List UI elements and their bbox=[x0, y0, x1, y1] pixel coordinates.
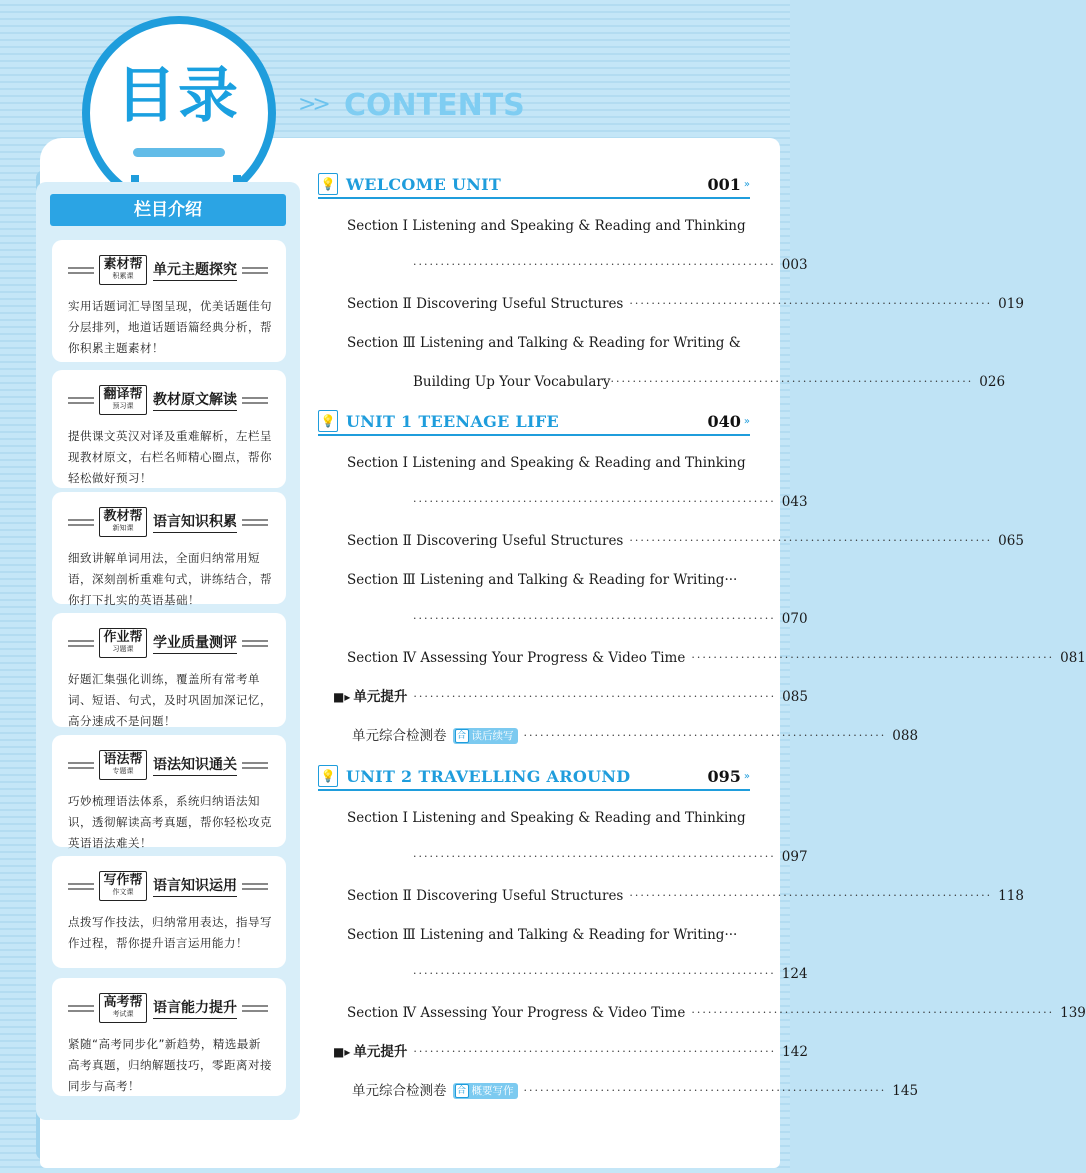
card-tag-sub: 积累课 bbox=[112, 272, 134, 280]
unit-page: 095 bbox=[707, 766, 741, 786]
dot-leader: ·································································· bbox=[413, 967, 776, 980]
card-title: 语言知识积累 bbox=[153, 511, 237, 533]
page-number: 124 bbox=[781, 966, 808, 982]
dot-leader: ·································································· bbox=[629, 889, 993, 902]
dot-leader: ·································································· bbox=[413, 258, 776, 271]
toc-entry-unit-lift[interactable] bbox=[333, 687, 808, 707]
card-title: 语法知识通关 bbox=[153, 754, 237, 776]
toc-entry[interactable] bbox=[347, 648, 1086, 668]
page-number: 043 bbox=[781, 494, 808, 510]
card-tag-label: 语法帮 bbox=[103, 752, 143, 767]
unit-header-unit2[interactable] bbox=[318, 763, 750, 791]
toc-entry-continuation[interactable] bbox=[413, 847, 808, 867]
card-tag bbox=[99, 385, 147, 415]
card-description: 细致讲解单词用法，全面归纳常用短语，深刻剖析重难句式，讲练结合，帮你打下扎实的英语基础！ bbox=[68, 551, 272, 607]
card-title: 学业质量测评 bbox=[153, 632, 237, 654]
card-tag bbox=[99, 871, 147, 901]
toc-entry[interactable] bbox=[347, 531, 1024, 551]
dot-leader: ·································································· bbox=[523, 729, 887, 742]
double-arrow-icon: » bbox=[743, 178, 750, 190]
divider bbox=[68, 883, 94, 890]
unit-header-unit1[interactable] bbox=[318, 408, 750, 436]
toc-entry-continuation[interactable] bbox=[413, 492, 808, 512]
card-title: 语言知识运用 bbox=[153, 875, 237, 897]
card-description: 好题汇集强化训练，覆盖所有常考单词、短语、句式，及时巩固加深记忆，高分速成不是问题！ bbox=[68, 672, 272, 728]
card-tag-sub: 考试课 bbox=[112, 1010, 134, 1018]
card-tag bbox=[99, 993, 147, 1023]
dot-leader: ·································································· bbox=[610, 375, 974, 388]
dot-leader: ·································································· bbox=[629, 297, 993, 310]
unit-page: 040 bbox=[707, 411, 741, 431]
toc-entry[interactable] bbox=[347, 570, 738, 590]
dot-leader: ·································································· bbox=[413, 612, 776, 625]
card-header bbox=[68, 868, 272, 904]
card-description: 提供课文英汉对译及重难解析，左栏呈现教材原文，右栏名师精心圈点，帮你轻松做好预习！ bbox=[68, 429, 272, 485]
card-tag-label: 写作帮 bbox=[103, 873, 143, 888]
toc-entry-unit-lift[interactable] bbox=[333, 1042, 808, 1062]
section-title: Section Ⅲ Listening and Talking & Reading for Writing bbox=[347, 572, 725, 588]
card-tag-label: 高考帮 bbox=[103, 995, 143, 1010]
unit-title: UNIT 2 TRAVELLING AROUND bbox=[346, 766, 631, 786]
card-header bbox=[68, 747, 272, 783]
toc-entry[interactable] bbox=[347, 453, 746, 473]
page-number: 085 bbox=[782, 689, 808, 705]
section-title: Section Ⅲ Listening and Talking & Reading for Writing & bbox=[347, 335, 741, 351]
feature-card bbox=[52, 613, 286, 727]
card-tag bbox=[99, 628, 147, 658]
divider bbox=[68, 762, 94, 769]
section-title: 单元提升 bbox=[353, 1044, 408, 1060]
toc-entry[interactable] bbox=[347, 808, 746, 828]
page-number: 145 bbox=[892, 1083, 919, 1099]
section-title: Section Ⅱ Discovering Useful Structures bbox=[347, 296, 624, 312]
card-header bbox=[68, 504, 272, 540]
card-tag-sub: 预习课 bbox=[112, 402, 134, 410]
divider bbox=[242, 640, 268, 647]
unit-title: UNIT 1 TEENAGE LIFE bbox=[346, 411, 559, 431]
lightbulb-base bbox=[133, 148, 225, 157]
page-number: 118 bbox=[998, 888, 1024, 904]
dot-leader: ·································································· bbox=[629, 534, 993, 547]
card-tag-label: 作业帮 bbox=[103, 630, 143, 645]
unit-header-welcome[interactable] bbox=[318, 171, 750, 199]
toc-entry-unit-test[interactable] bbox=[352, 1081, 919, 1101]
toc-entry[interactable] bbox=[347, 925, 738, 945]
dot-leader: ·································································· bbox=[691, 651, 1055, 664]
feature-card bbox=[52, 856, 286, 968]
card-tag bbox=[99, 255, 147, 285]
section-title: Section Ⅰ Listening and Speaking & Reading and Thinking bbox=[347, 455, 746, 471]
card-header bbox=[68, 252, 272, 288]
page-number: 070 bbox=[781, 611, 808, 627]
topic-chip bbox=[453, 1083, 518, 1099]
toc-entry-continuation[interactable] bbox=[413, 964, 808, 984]
dot-leader: ·································································· bbox=[413, 850, 776, 863]
chip-label: 概要写作 bbox=[471, 1085, 514, 1097]
divider bbox=[68, 397, 94, 404]
lightbulb-icon: 💡 bbox=[318, 765, 338, 787]
double-chevron-icon: >> bbox=[298, 92, 327, 117]
dot-leader: ··· bbox=[724, 927, 738, 943]
section-title: Section Ⅱ Discovering Useful Structures bbox=[347, 533, 624, 549]
double-arrow-icon: » bbox=[743, 770, 750, 782]
toc-entry[interactable] bbox=[347, 333, 741, 353]
dot-leader: ·································································· bbox=[413, 1045, 777, 1058]
section-title: Section Ⅳ Assessing Your Progress & Video Time bbox=[347, 650, 686, 666]
divider bbox=[242, 883, 268, 890]
card-title: 语言能力提升 bbox=[153, 997, 237, 1019]
card-description: 实用话题词汇导图呈现，优美话题佳句分层排列，地道话题语篇经典分析，帮你积累主题素材！ bbox=[68, 299, 272, 355]
toc-entry-unit-test[interactable] bbox=[352, 726, 919, 746]
page-title: 目录 bbox=[116, 61, 240, 131]
toc-entry[interactable] bbox=[347, 294, 1024, 314]
page-number: 026 bbox=[979, 374, 1006, 390]
page-number: 019 bbox=[998, 296, 1024, 312]
card-tag-label: 教材帮 bbox=[103, 509, 143, 524]
card-header bbox=[68, 382, 272, 418]
triangle-bullet-icon: ■▸ bbox=[333, 690, 351, 704]
feature-card bbox=[52, 978, 286, 1096]
card-title: 教材原文解读 bbox=[153, 389, 237, 411]
section-title: 单元综合检测卷 bbox=[352, 1083, 447, 1099]
section-title: 单元综合检测卷 bbox=[352, 728, 447, 744]
card-tag bbox=[99, 750, 147, 780]
page-number: 003 bbox=[781, 257, 808, 273]
divider bbox=[242, 397, 268, 404]
card-tag bbox=[99, 507, 147, 537]
section-title: Section Ⅱ Discovering Useful Structures bbox=[347, 888, 624, 904]
lightbulb-icon: 💡 bbox=[318, 173, 338, 195]
chip-icon: 合 bbox=[455, 1084, 469, 1098]
card-tag-label: 素材帮 bbox=[103, 257, 143, 272]
chip-icon: 合 bbox=[455, 729, 469, 743]
card-description: 点拨写作技法，归纳常用表达，指导写作过程，帮你提升语言运用能力！ bbox=[68, 915, 272, 950]
dot-leader: ·································································· bbox=[691, 1006, 1055, 1019]
contents-heading: CONTENTS bbox=[344, 88, 525, 123]
divider bbox=[68, 640, 94, 647]
divider bbox=[242, 267, 268, 274]
dot-leader: ·································································· bbox=[523, 1084, 887, 1097]
toc-entry[interactable] bbox=[347, 216, 746, 236]
card-tag-sub: 专题课 bbox=[112, 767, 134, 775]
feature-card bbox=[52, 370, 286, 488]
card-description: 巧妙梳理语法体系，系统归纳语法知识，透彻解读高考真题，帮你轻松攻克英语语法难关！ bbox=[68, 794, 272, 850]
divider bbox=[68, 267, 94, 274]
section-title: 单元提升 bbox=[353, 689, 408, 705]
toc-entry-continuation[interactable] bbox=[413, 609, 808, 629]
card-description: 紧随“高考同步化”新趋势，精选最新高考真题，归纳解题技巧，零距离对接同步与高考！ bbox=[68, 1037, 272, 1093]
feature-card bbox=[52, 492, 286, 607]
double-arrow-icon: » bbox=[743, 415, 750, 427]
divider bbox=[68, 1005, 94, 1012]
topic-chip bbox=[453, 728, 518, 744]
sidebar-heading: 栏目介绍 bbox=[50, 194, 286, 226]
card-tag-label: 翻译帮 bbox=[103, 387, 143, 402]
divider bbox=[242, 519, 268, 526]
page-number: 142 bbox=[782, 1044, 808, 1060]
toc-entry[interactable] bbox=[347, 886, 1024, 906]
section-title: Section Ⅰ Listening and Speaking & Reading and Thinking bbox=[347, 218, 746, 234]
card-tag-sub: 习题课 bbox=[112, 645, 134, 653]
page-number: 139 bbox=[1060, 1005, 1086, 1021]
section-title: Section Ⅰ Listening and Speaking & Reading and Thinking bbox=[347, 810, 746, 826]
card-header bbox=[68, 990, 272, 1026]
unit-page: 001 bbox=[707, 174, 741, 194]
divider bbox=[242, 762, 268, 769]
triangle-bullet-icon: ■▸ bbox=[333, 1045, 351, 1059]
chip-label: 读后续写 bbox=[471, 730, 514, 742]
dot-leader: ·································································· bbox=[413, 690, 777, 703]
section-title: Section Ⅳ Assessing Your Progress & Video Time bbox=[347, 1005, 686, 1021]
toc-entry-continuation[interactable] bbox=[413, 255, 808, 275]
card-tag-sub: 新知课 bbox=[112, 524, 134, 532]
page-number: 097 bbox=[781, 849, 808, 865]
dot-leader: ·································································· bbox=[413, 495, 776, 508]
card-header bbox=[68, 625, 272, 661]
page-number: 081 bbox=[1060, 650, 1086, 666]
card-tag-sub: 作文课 bbox=[112, 888, 134, 896]
divider bbox=[68, 519, 94, 526]
dot-leader: ··· bbox=[724, 572, 738, 588]
toc-entry-continuation[interactable] bbox=[413, 372, 1006, 392]
toc-entry[interactable] bbox=[347, 1003, 1086, 1023]
feature-card bbox=[52, 240, 286, 362]
divider bbox=[242, 1005, 268, 1012]
section-title: Building Up Your Vocabulary bbox=[413, 374, 611, 390]
feature-card bbox=[52, 735, 286, 850]
unit-title: WELCOME UNIT bbox=[346, 174, 502, 194]
section-title: Section Ⅲ Listening and Talking & Reading for Writing bbox=[347, 927, 725, 943]
lightbulb-icon: 💡 bbox=[318, 410, 338, 432]
page-number: 065 bbox=[998, 533, 1024, 549]
page-number: 088 bbox=[892, 728, 919, 744]
card-title: 单元主题探究 bbox=[153, 259, 237, 281]
